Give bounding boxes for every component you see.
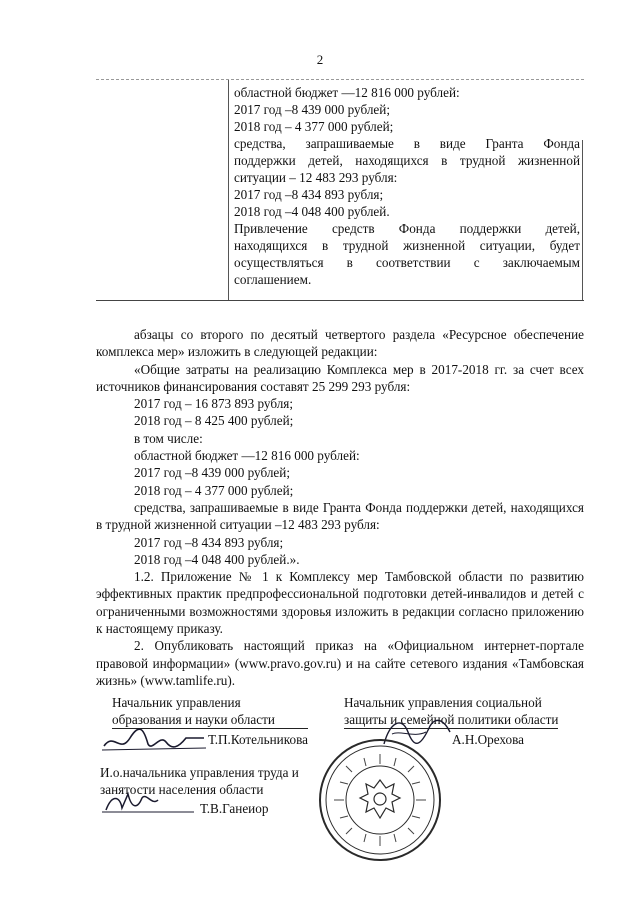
list-item: областной бюджет —12 816 000 рублей: xyxy=(134,448,360,464)
table-line: 2017 год –8 439 000 рублей; xyxy=(234,102,390,117)
list-item: 2018 год – 8 425 400 рублей; xyxy=(134,413,294,429)
table-line: средства, запрашиваемые в виде Гранта Фонда xyxy=(234,136,580,151)
official-seal-icon xyxy=(316,736,444,864)
table-cell-text xyxy=(234,84,580,288)
table-bottom-border xyxy=(96,300,584,301)
table-line: ситуации – 12 483 293 рубля: xyxy=(234,170,398,185)
signer-name: Т.В.Ганеиор xyxy=(200,801,269,816)
list-item: 2018 год –4 048 400 рублей.». xyxy=(134,551,300,567)
paragraph: «Общие затраты на реализацию Комплекса мер в 2017-2018 гг. за счет всех источников финансирования составят 25 299 293 рубля: xyxy=(96,361,584,394)
signer-title: занятости населения области xyxy=(100,782,264,797)
document-body xyxy=(96,326,584,689)
table-line: 2017 год –8 434 893 рубля; xyxy=(234,187,384,202)
handwritten-signature-icon xyxy=(98,788,198,818)
page-number: 2 xyxy=(316,52,324,67)
signer-title: И.о.начальника управления труда и xyxy=(100,765,299,780)
handwritten-signature-icon xyxy=(100,726,210,756)
signer-name: А.Н.Орехова xyxy=(452,732,525,747)
signer-title: Начальник управления xyxy=(112,695,241,710)
list-item: 2018 год – 4 377 000 рублей; xyxy=(134,482,294,498)
table-line: осуществляться в соответствии с заключаемым xyxy=(234,255,580,270)
list-item: 2017 год –8 439 000 рублей; xyxy=(134,465,290,481)
table-line: 2018 год –4 048 400 рублей. xyxy=(234,204,390,219)
signer-title: образования и науки области xyxy=(112,711,308,729)
signer-title: защиты и семейной политики области xyxy=(344,712,559,727)
table-line: находящихся в трудной жизненной ситуации, будет xyxy=(234,238,580,253)
signer-title: Начальник управления социальной xyxy=(344,695,542,710)
paragraph: 1.2. Приложение № 1 к Комплексу мер Тамбовской области по развитию эффективных практик предпрофессиональной подготовки детей-инвалидов и детей с ограниченными возможностями здоровья изложить в редакции согласно приложению к настоящему приказу. xyxy=(96,569,584,637)
table-line: поддержки детей, находящихся в трудной жизненной xyxy=(234,153,580,168)
table-right-border xyxy=(582,140,583,300)
paragraph: 2. Опубликовать настоящий приказ на «Официальном интернет-портале правовой информации» (www.pravo.gov.ru) и на сайте сетевого издания «Тамбовская жизнь» (www.tamlife.ru). xyxy=(96,638,584,688)
paragraph: средства, запрашиваемые в виде Гранта Фонда поддержки детей, находящихся в трудной жизненной ситуации –12 483 293 рубля: xyxy=(96,499,584,533)
signer-name: Т.П.Котельникова xyxy=(208,732,308,747)
list-item: в том числе: xyxy=(134,430,203,446)
paragraph: абзацы со второго по десятый четвертого раздела «Ресурсное обеспечение комплекса мер» изложить в следующей редакции: xyxy=(96,327,584,360)
table-line: Привлечение средств Фонда поддержки детей, xyxy=(234,221,580,236)
table-line: соглашением. xyxy=(234,272,312,287)
list-item: 2017 год – 16 873 893 рубля; xyxy=(134,396,294,412)
table-line: 2018 год – 4 377 000 рублей; xyxy=(234,119,394,134)
table-line: областной бюджет —12 816 000 рублей: xyxy=(234,85,460,100)
list-item: 2017 год –8 434 893 рубля; xyxy=(134,534,284,550)
